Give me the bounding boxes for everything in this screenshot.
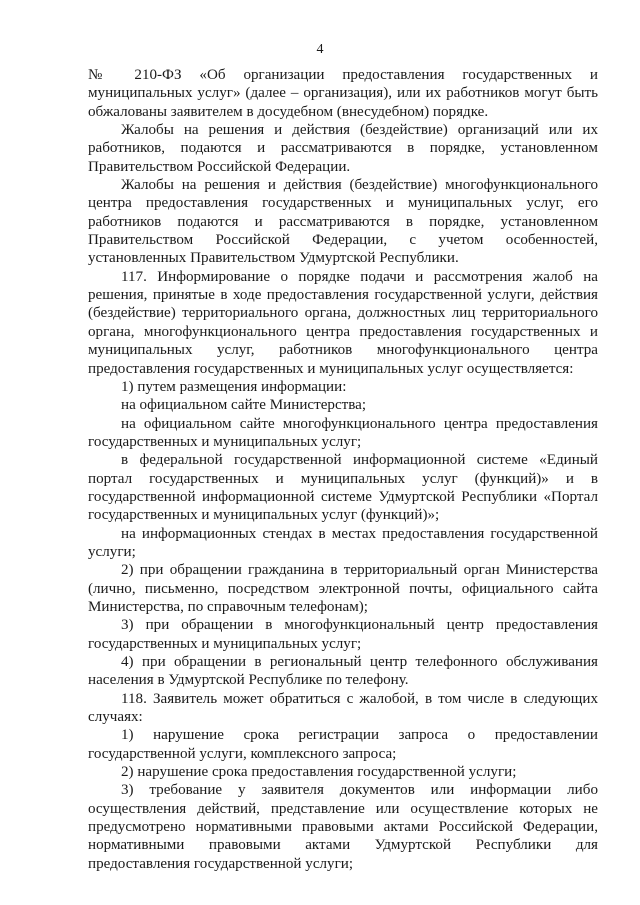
paragraph: 117. Информирование о порядке подачи и рассмотрения жалоб на решения, принятые в ходе предоставления государственной услуги, действия (бездействие) территориального органа, должностных лиц территориального органа, многофункционального центра предоставления государственных и муниципальных услуг, работников многофункционального центра предоставления государственных и муниципальных услуг осуществляется: [88, 268, 598, 377]
paragraph: Жалобы на решения и действия (бездействие) организаций или их работников, подаются и рассматриваются в порядке, установленном Правительством Российской Федерации. [88, 122, 598, 175]
list-item: на официальном сайте многофункционального центра предоставления государственных и муниципальных услуг; [88, 415, 598, 450]
list-item: на информационных стендах в местах предоставления государственной услуги; [88, 525, 598, 560]
list-item: 2) при обращении гражданина в территориальный орган Министерства (лично, письменно, посредством электронной почты, официального сайта Министерства, по справочным телефонам); [88, 562, 598, 615]
page-number: 4 [316, 42, 324, 57]
list-item: 1) путем размещения информации: [121, 378, 347, 395]
paragraph: Жалобы на решения и действия (бездействие) многофункционального центра предоставления государственных и муниципальных услуг, его работников подаются и рассматриваются в порядке, установленном Правительством Российской Федерации, с учетом особенностей, установленных Правительством Удмуртской Республики. [88, 177, 598, 267]
list-item: в федеральной государственной информационной системе «Единый портал государственных и муниципальных услуг (функций)» и в государственной информационной системе Удмуртской Республики «Портал государственных и муниципальных услуг (функций)»; [88, 452, 598, 524]
paragraph: № 210-ФЗ «Об организации предоставления государственных и муниципальных услуг» (далее – организация), или их работников могут быть обжалованы заявителем в досудебном (внесудебном) порядке. [88, 67, 598, 120]
list-item: 1) нарушение срока регистрации запроса о предоставлении государственной услуги, комплексного запроса; [88, 727, 598, 762]
list-item: 2) нарушение срока предоставления государственной услуги; [121, 764, 517, 781]
list-item: на официальном сайте Министерства; [121, 397, 367, 414]
list-item: 3) при обращении в многофункциональный центр предоставления государственных и муниципальных услуг; [88, 617, 598, 652]
list-item: 4) при обращении в региональный центр телефонного обслуживания населения в Удмуртской Республике по телефону. [88, 654, 598, 689]
list-item: 3) требование у заявителя документов или информации либо осуществления действий, представление или осуществление которых не предусмотрено нормативными правовыми актами Российской Федерации, нормативными правовыми актами Удмуртской Республики для предоставления государственной услуги; [88, 782, 598, 872]
document-body [88, 66, 598, 873]
paragraph: 118. Заявитель может обратиться с жалобой, в том числе в следующих случаях: [88, 690, 598, 726]
